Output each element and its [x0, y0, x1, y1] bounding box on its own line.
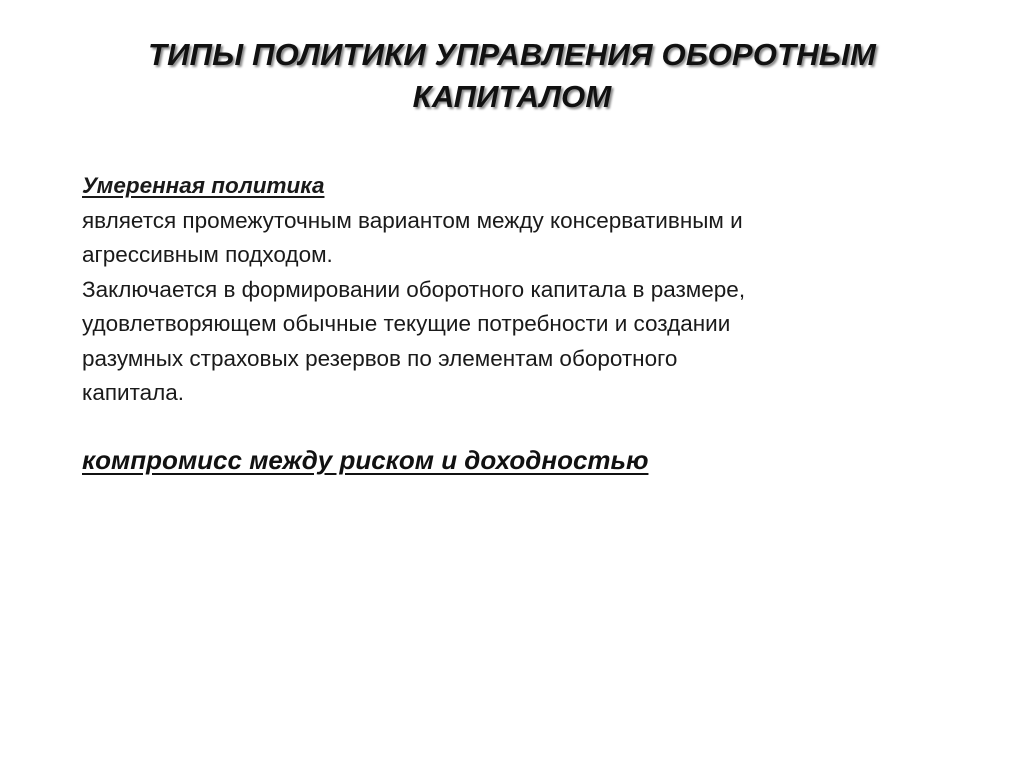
policy-subheading: Умеренная политика [82, 173, 325, 198]
slide-title-line-2: КАПИТАЛОМ [412, 79, 612, 114]
description-line-3: разумных страховых резервов по элементам оборотного [82, 345, 678, 371]
conclusion-text: компромисс между риском и доходностью [82, 445, 649, 475]
slide-title-line-1: ТИПЫ ПОЛИТИКИ УПРАВЛЕНИЯ ОБОРОТНЫМ [147, 37, 877, 72]
description-line-2: удовлетворяющем обычные текущие потребности и создании [82, 311, 731, 336]
description-line-1: Заключается в формировании оборотного капитала в размере, [82, 276, 746, 302]
description-line-4: капитала. [82, 380, 185, 405]
slide-body [82, 169, 962, 411]
definition-line-2: агрессивным подходом. [82, 242, 333, 267]
definition-line-1: является промежуточным вариантом между консервативным и [82, 207, 743, 233]
slide-title [60, 34, 964, 118]
